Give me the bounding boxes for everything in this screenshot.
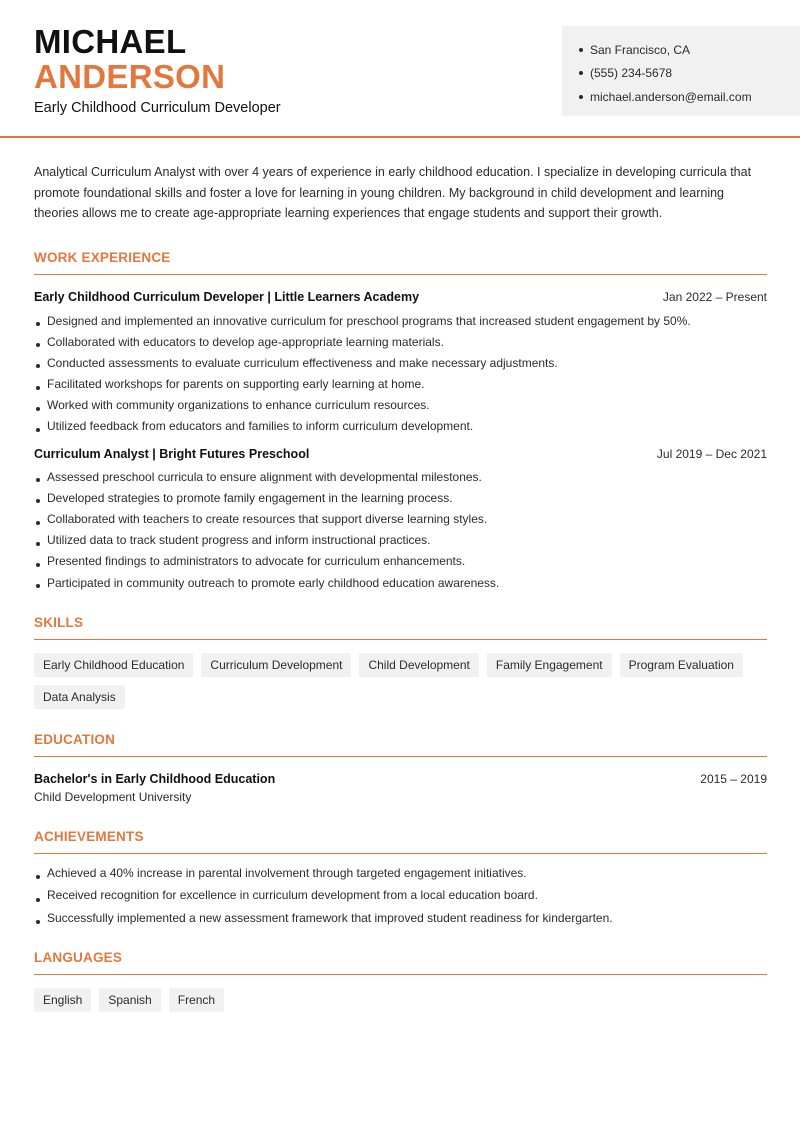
skill-tag: Program Evaluation <box>620 653 743 677</box>
list-item: Developed strategies to promote family engagement in the learning process. <box>34 491 767 512</box>
section-title: WORK EXPERIENCE <box>34 250 767 275</box>
degree: Bachelor's in Early Childhood Education <box>34 771 276 786</box>
bullet-icon <box>579 71 583 75</box>
job-bullets <box>34 314 767 441</box>
section-title: LANGUAGES <box>34 950 767 975</box>
last-name: ANDERSON <box>34 58 226 95</box>
bullet-icon <box>579 48 583 52</box>
achievements-list <box>34 866 767 934</box>
job-entry <box>34 290 767 441</box>
list-item: Achieved a 40% increase in parental involvement through targeted engagement initiatives. <box>34 866 767 889</box>
language-tag: Spanish <box>99 988 160 1012</box>
contact-location: San Francisco, CA <box>579 38 800 62</box>
list-item: Successfully implemented a new assessment framework that improved student readiness for kindergarten. <box>34 911 767 934</box>
education-header <box>34 772 767 786</box>
job-title-headline: Early Childhood Curriculum Developer <box>34 100 281 116</box>
education-section <box>34 732 767 804</box>
first-name: MICHAEL <box>34 23 187 60</box>
list-item: Collaborated with teachers to create resources that support diverse learning styles. <box>34 512 767 533</box>
section-title: SKILLS <box>34 615 767 640</box>
languages-list <box>34 988 767 1012</box>
list-item: Conducted assessments to evaluate curriculum effectiveness and make necessary adjustments. <box>34 356 767 377</box>
list-item: Assessed preschool curricula to ensure alignment with developmental milestones. <box>34 470 767 491</box>
skills-section <box>34 615 767 709</box>
achievements-section <box>34 829 767 934</box>
job-dates: Jan 2022 – Present <box>662 289 767 304</box>
list-item: Collaborated with educators to develop age-appropriate learning materials. <box>34 335 767 356</box>
contact-box <box>562 26 800 116</box>
list-item: Received recognition for excellence in curriculum development from a local education board. <box>34 888 767 911</box>
list-item: Worked with community organizations to enhance curriculum resources. <box>34 398 767 419</box>
candidate-name <box>34 24 225 94</box>
list-item: Designed and implemented an innovative curriculum for preschool programs that increased student engagement by 50%. <box>34 314 767 335</box>
languages-section <box>34 950 767 1012</box>
list-item: Utilized feedback from educators and families to inform curriculum development. <box>34 419 767 440</box>
list-item: Utilized data to track student progress and inform instructional practices. <box>34 533 767 554</box>
skill-tag: Family Engagement <box>487 653 612 677</box>
skill-tag: Child Development <box>359 653 478 677</box>
skill-tag: Data Analysis <box>34 685 125 709</box>
resume-header <box>0 0 800 138</box>
job-title: Early Childhood Curriculum Developer | Little Learners Academy <box>34 289 420 304</box>
job-entry <box>34 447 767 597</box>
job-header <box>34 290 767 304</box>
list-item: Participated in community outreach to promote early childhood education awareness. <box>34 576 767 597</box>
job-title: Curriculum Analyst | Bright Futures Preschool <box>34 446 310 461</box>
skill-tag: Curriculum Development <box>201 653 351 677</box>
section-title: EDUCATION <box>34 732 767 757</box>
job-dates: Jul 2019 – Dec 2021 <box>656 446 767 461</box>
school: Child Development University <box>34 789 192 804</box>
bullet-icon <box>579 95 583 99</box>
job-header <box>34 447 767 461</box>
list-item: Facilitated workshops for parents on supporting early learning at home. <box>34 377 767 398</box>
education-dates: 2015 – 2019 <box>700 771 767 786</box>
summary: Analytical Curriculum Analyst with over 4 years of experience in early childhood education. I specialize in developing curricula that promote foundational skills and foster a love for learning in young children. My background in child development and learning theories allows me to create age-appropriate learning experiences that engage students and support their growth. <box>34 165 752 220</box>
contact-email: michael.anderson@email.com <box>579 85 800 109</box>
section-title: ACHIEVEMENTS <box>34 829 767 854</box>
skills-list <box>34 653 767 709</box>
resume-body <box>34 162 767 1012</box>
list-item: Presented findings to administrators to advocate for curriculum enhancements. <box>34 554 767 575</box>
language-tag: English <box>34 988 91 1012</box>
work-experience-section <box>34 250 767 597</box>
job-bullets <box>34 470 767 597</box>
contact-phone: (555) 234-5678 <box>579 62 800 86</box>
skill-tag: Early Childhood Education <box>34 653 193 677</box>
language-tag: French <box>169 988 224 1012</box>
